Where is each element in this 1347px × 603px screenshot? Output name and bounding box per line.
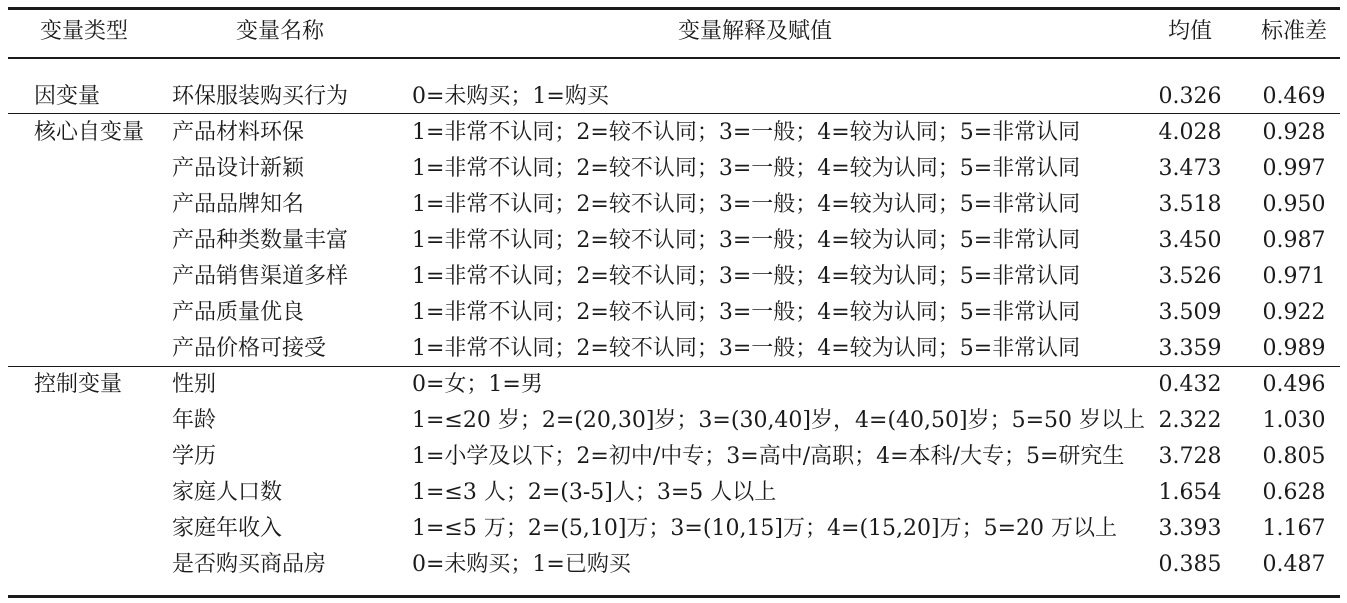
header-variable-name: 变量名称 — [236, 19, 325, 44]
cell-mean: 3.473 — [1158, 156, 1222, 181]
cell-standard-deviation: 0.628 — [1262, 480, 1326, 505]
table-row — [0, 190, 1347, 220]
cell-variable-type: 控制变量 — [34, 372, 123, 397]
cell-variable-description: 1=≤20 岁；2=(20,30]岁；3=(30,40]岁，4=(40,50]岁；5=50 岁以上 — [412, 408, 1146, 433]
cell-variable-description: 1=非常不认同；2=较不认同；3=一般；4=较为认同；5=非常认同 — [412, 192, 1081, 217]
table-row — [0, 442, 1347, 472]
cell-standard-deviation: 0.928 — [1262, 120, 1326, 145]
cell-variable-description: 1=非常不认同；2=较不认同；3=一般；4=较为认同；5=非常认同 — [412, 120, 1081, 145]
cell-variable-name: 是否购买商品房 — [172, 552, 327, 577]
cell-standard-deviation: 0.989 — [1262, 336, 1326, 361]
cell-variable-description: 1=非常不认同；2=较不认同；3=一般；4=较为认同；5=非常认同 — [412, 264, 1081, 289]
table-row — [0, 550, 1347, 580]
table-row — [0, 334, 1347, 364]
cell-mean: 3.509 — [1158, 300, 1222, 325]
cell-standard-deviation: 0.971 — [1262, 264, 1326, 289]
cell-standard-deviation: 0.987 — [1262, 228, 1326, 253]
cell-variable-name: 性别 — [172, 372, 217, 397]
cell-variable-description: 1=非常不认同；2=较不认同；3=一般；4=较为认同；5=非常认同 — [412, 300, 1081, 325]
cell-standard-deviation: 1.030 — [1262, 408, 1326, 433]
cell-standard-deviation: 1.167 — [1262, 516, 1326, 541]
cell-variable-name: 年龄 — [172, 408, 217, 433]
cell-variable-name: 产品种类数量丰富 — [172, 228, 349, 253]
cell-variable-description: 0=女；1=男 — [412, 372, 543, 397]
cell-mean: 3.728 — [1158, 444, 1222, 469]
table-row — [0, 406, 1347, 436]
cell-variable-name: 产品材料环保 — [172, 120, 305, 145]
cell-variable-name: 产品价格可接受 — [172, 336, 327, 361]
table-row — [0, 226, 1347, 256]
cell-standard-deviation: 0.950 — [1262, 192, 1326, 217]
header-mean: 均值 — [1167, 19, 1212, 44]
cell-mean: 1.654 — [1158, 480, 1222, 505]
cell-variable-name: 产品销售渠道多样 — [172, 264, 349, 289]
cell-variable-name: 产品品牌知名 — [172, 192, 305, 217]
table-row — [0, 118, 1347, 148]
cell-variable-name: 学历 — [172, 444, 217, 469]
table-row — [0, 262, 1347, 292]
cell-variable-description: 1=小学及以下；2=初中/中专；3=高中/高职；4=本科/大专；5=研究生 — [412, 444, 1125, 469]
cell-mean: 0.326 — [1158, 84, 1222, 109]
cell-mean: 4.028 — [1158, 120, 1222, 145]
table-top-rule — [8, 7, 1340, 10]
cell-mean: 3.450 — [1158, 228, 1222, 253]
cell-mean: 3.526 — [1158, 264, 1222, 289]
header-variable-type: 变量类型 — [40, 19, 129, 44]
header-rule — [8, 57, 1340, 59]
cell-standard-deviation: 0.487 — [1262, 552, 1326, 577]
table-row — [0, 514, 1347, 544]
table-row — [0, 82, 1347, 112]
cell-variable-name: 家庭人口数 — [172, 480, 283, 505]
cell-variable-description: 1=≤5 万；2=(5,10]万；3=(10,15]万；4=(15,20]万；5=20 万以上 — [412, 516, 1118, 541]
cell-variable-type: 核心自变量 — [34, 120, 145, 145]
cell-variable-description: 1=≤3 人；2=(3-5]人；3=5 人以上 — [412, 480, 777, 505]
cell-variable-name: 产品设计新颖 — [172, 156, 305, 181]
cell-mean: 3.359 — [1158, 336, 1222, 361]
cell-mean: 0.385 — [1158, 552, 1222, 577]
table-row — [0, 478, 1347, 508]
cell-standard-deviation: 0.997 — [1262, 156, 1326, 181]
cell-mean: 3.518 — [1158, 192, 1222, 217]
cell-variable-name: 家庭年收入 — [172, 516, 283, 541]
cell-standard-deviation: 0.922 — [1262, 300, 1326, 325]
table-row — [0, 154, 1347, 184]
table-row — [0, 298, 1347, 328]
cell-standard-deviation: 0.805 — [1262, 444, 1326, 469]
header-standard-deviation: 标准差 — [1260, 19, 1327, 44]
cell-variable-name: 环保服装购买行为 — [172, 84, 349, 109]
cell-variable-name: 产品质量优良 — [172, 300, 305, 325]
cell-mean: 2.322 — [1158, 408, 1222, 433]
cell-mean: 0.432 — [1158, 372, 1222, 397]
group-divider-rule — [8, 366, 1340, 367]
cell-standard-deviation: 0.469 — [1262, 84, 1326, 109]
table-bottom-rule — [8, 595, 1340, 598]
cell-variable-description: 1=非常不认同；2=较不认同；3=一般；4=较为认同；5=非常认同 — [412, 336, 1081, 361]
group-divider-rule — [8, 113, 1340, 114]
cell-standard-deviation: 0.496 — [1262, 372, 1326, 397]
cell-variable-type: 因变量 — [34, 84, 101, 109]
cell-variable-description: 0=未购买；1=购买 — [412, 84, 609, 109]
cell-mean: 3.393 — [1158, 516, 1222, 541]
cell-variable-description: 0=未购买；1=已购买 — [412, 552, 631, 577]
table-row — [0, 370, 1347, 400]
header-variable-description: 变量解释及赋值 — [678, 19, 833, 44]
cell-variable-description: 1=非常不认同；2=较不认同；3=一般；4=较为认同；5=非常认同 — [412, 156, 1081, 181]
cell-variable-description: 1=非常不认同；2=较不认同；3=一般；4=较为认同；5=非常认同 — [412, 228, 1081, 253]
